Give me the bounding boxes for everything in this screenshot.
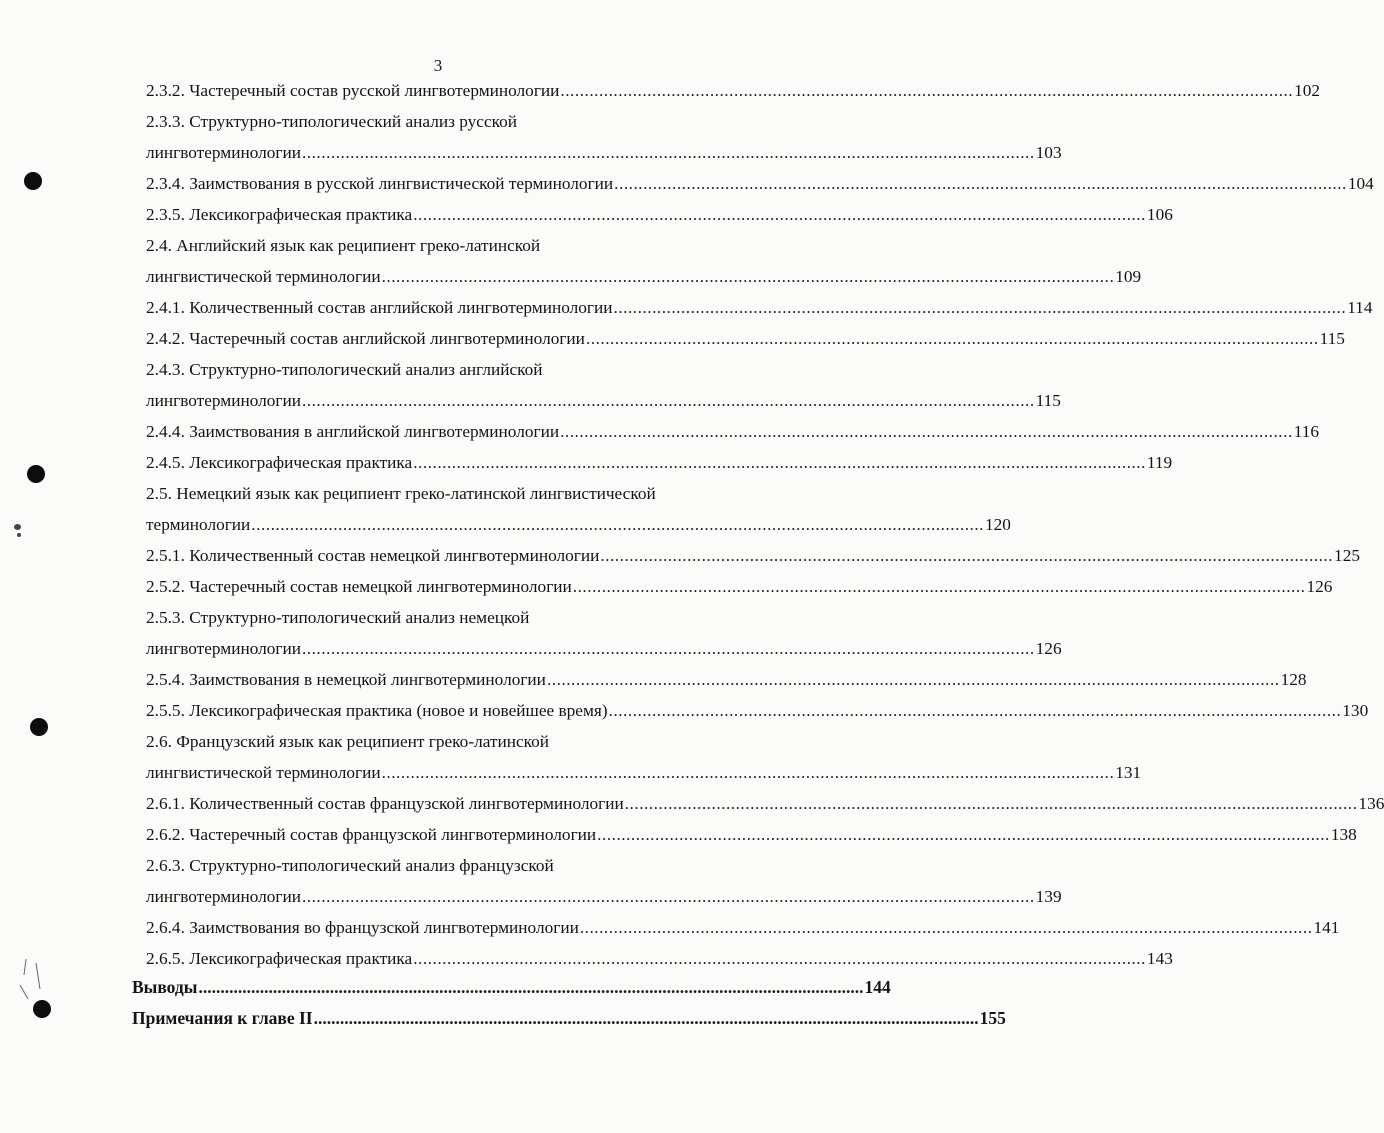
toc-entry: 2.6.1. Количественный состав французской лингвотерминологии ........................................................................................................................................................ 136 — [146, 794, 1384, 813]
toc-entry: лингвотерминологии ........................................................................................................................................................ 126 — [146, 639, 1062, 658]
toc-entry: 2.5.5. Лексикографическая практика (новое и новейшее время) ........................................................................................................................................................ 130 — [146, 701, 1369, 720]
toc-entry: 2.4.4. Заимствования в английской лингвотерминологии ........................................................................................................................................................ 116 — [146, 422, 1320, 441]
scan-speck — [17, 533, 21, 537]
punch-hole — [27, 465, 45, 483]
page-number: 3 — [433, 56, 443, 75]
toc-entry: лингвотерминологии ........................................................................................................................................................ 115 — [146, 391, 1061, 410]
punch-hole — [24, 172, 42, 190]
toc-entry: 2.5.1. Количественный состав немецкой лингвотерминологии ........................................................................................................................................................ 125 — [146, 546, 1360, 565]
toc-entry: 2.6.2. Частеречный состав французской лингвотерминологии ........................................................................................................................................................ 138 — [146, 825, 1357, 844]
toc-chapter-notes: Примечания к главе II ........................................................................................................................................................ 155 — [132, 1008, 1006, 1028]
toc-entry: 2.4.2. Частеречный состав английской лингвотерминологии ........................................................................................................................................................ 115 — [146, 329, 1345, 348]
toc-entry: 2.3.5. Лексикографическая практика ........................................................................................................................................................ 106 — [146, 205, 1173, 224]
toc-entry: 2.3.4. Заимствования в русской лингвистической терминологии ........................................................................................................................................................ 104 — [146, 174, 1374, 193]
toc-entry: лингвистической терминологии ........................................................................................................................................................ 131 — [146, 763, 1142, 782]
toc-entry-line1: 2.4. Английский язык как реципиент греко-латинской — [146, 236, 541, 255]
toc-entry-line1: 2.3.3. Структурно-типологический анализ русской — [146, 112, 518, 131]
toc-entry-line1: 2.5.3. Структурно-типологический анализ немецкой — [146, 608, 530, 627]
toc-entry: лингвотерминологии ........................................................................................................................................................ 103 — [146, 143, 1062, 162]
toc-entry: 2.4.1. Количественный состав английской лингвотерминологии ........................................................................................................................................................ 114 — [146, 298, 1373, 317]
toc-entry: 2.6.4. Заимствования во французской лингвотерминологии ........................................................................................................................................................ 141 — [146, 918, 1340, 937]
toc-entry: 2.6.5. Лексикографическая практика ........................................................................................................................................................ 143 — [146, 949, 1173, 968]
toc-entry: 2.5.4. Заимствования в немецкой лингвотерминологии ........................................................................................................................................................ 128 — [146, 670, 1307, 689]
toc-entry-line1: 2.6. Французский язык как реципиент греко-латинской — [146, 732, 550, 751]
toc-entry: 2.5.2. Частеречный состав немецкой лингвотерминологии ........................................................................................................................................................ 126 — [146, 577, 1333, 596]
scan-speck — [14, 524, 21, 530]
toc-entry: 2.4.5. Лексикографическая практика ........................................................................................................................................................ 119 — [146, 453, 1173, 472]
toc-entry: 2.3.2. Частеречный состав русской лингвотерминологии ........................................................................................................................................................ 102 — [146, 81, 1321, 100]
toc-entry: терминологии ........................................................................................................................................................ 120 — [146, 515, 1011, 534]
toc-entry-line1: 2.4.3. Структурно-типологический анализ английской — [146, 360, 543, 379]
toc-conclusions: Выводы ........................................................................................................................................................ 144 — [132, 977, 891, 997]
toc-entry: лингвистической терминологии ........................................................................................................................................................ 109 — [146, 267, 1142, 286]
toc-entry-line1: 2.5. Немецкий язык как реципиент греко-латинской лингвистической — [146, 484, 656, 503]
punch-hole — [30, 718, 48, 736]
pencil-mark — [6, 955, 46, 1015]
toc-entry: лингвотерминологии ........................................................................................................................................................ 139 — [146, 887, 1062, 906]
toc-entry-line1: 2.6.3. Структурно-типологический анализ французской — [146, 856, 554, 875]
